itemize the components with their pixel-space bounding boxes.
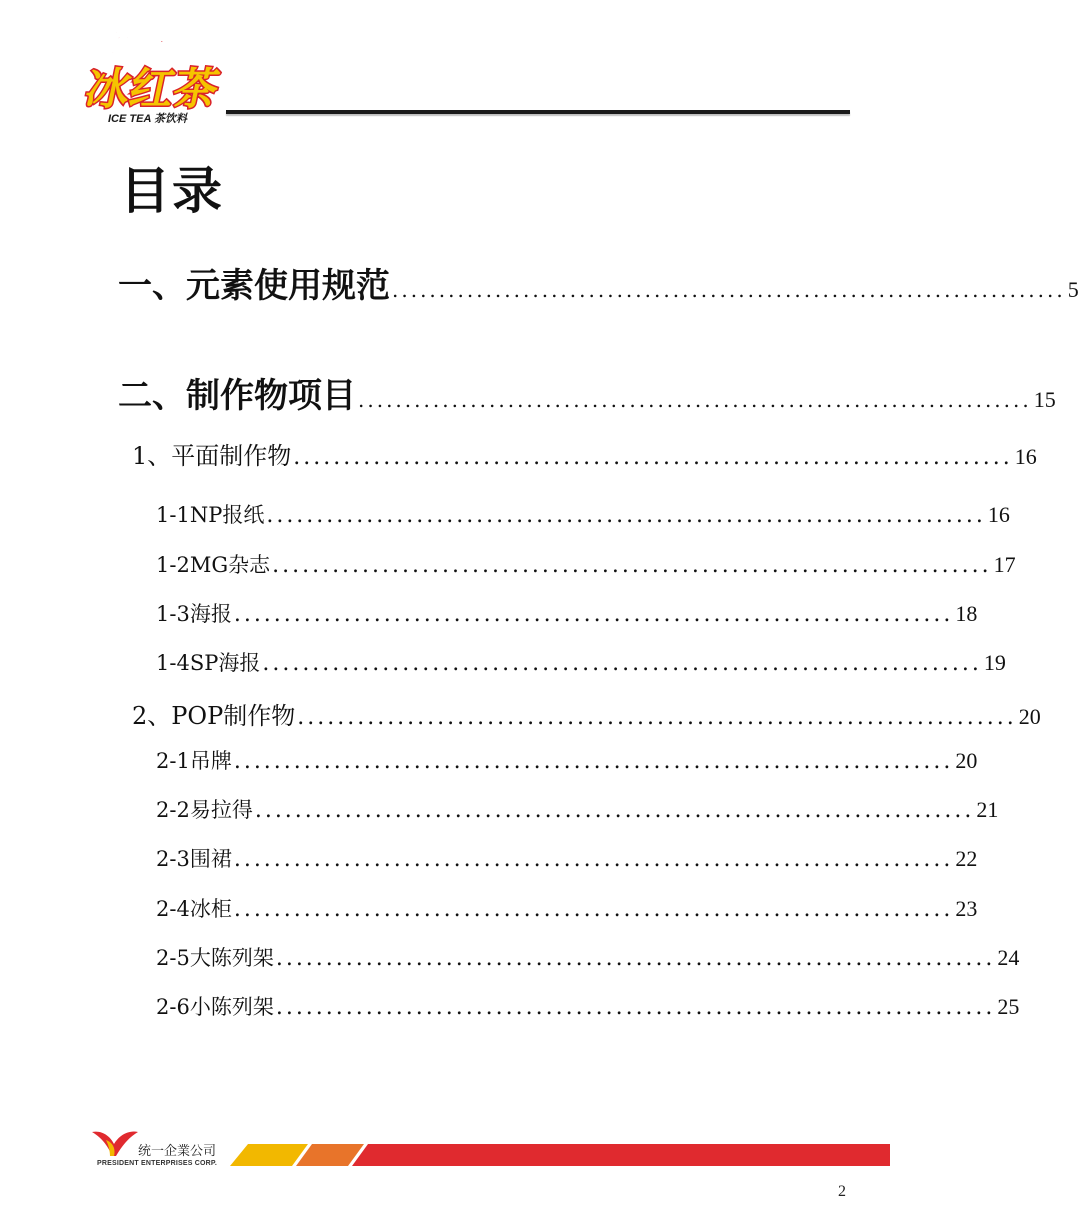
toc-entry[interactable]: [156, 942, 1020, 972]
footer-stripe-yellow: [230, 1144, 308, 1166]
toc-leader-dots: ........................................................................: [266, 503, 986, 528]
toc-entry[interactable]: [132, 436, 1037, 471]
toc-entry-page: 16: [987, 502, 1010, 527]
toc-entry-page: 20: [955, 748, 978, 773]
toc-entry-page: 25: [997, 994, 1020, 1019]
toc-leader-dots: ........................................................................: [392, 278, 1066, 302]
toc-entry[interactable]: [156, 598, 978, 628]
page-title: 目录: [120, 162, 224, 220]
toc-leader-dots: ........................................................................: [233, 847, 954, 872]
toc-leader-dots: ........................................................................: [275, 946, 996, 971]
toc-entry[interactable]: [156, 893, 978, 923]
toc-entry-label: 2-1吊牌: [156, 749, 232, 773]
header-rule: [226, 110, 850, 114]
toc-entry[interactable]: [118, 368, 1056, 417]
toc-entry[interactable]: [132, 696, 1041, 731]
toc-entry[interactable]: [156, 549, 1016, 579]
toc-leader-dots: ........................................................................: [262, 651, 982, 676]
toc-leader-dots: ........................................................................: [233, 749, 954, 774]
footer-company-cn: 统一企業公司: [138, 1144, 217, 1159]
logo-brand-text: 统一: [110, 28, 167, 61]
ice-tea-logo: [78, 24, 228, 130]
logo-tagline-text: ICE TEA 茶饮料: [108, 113, 188, 125]
toc-leader-dots: ........................................................................: [293, 445, 1013, 470]
toc-entry[interactable]: [156, 843, 978, 873]
footer-color-stripes: [230, 1144, 890, 1166]
toc-entry-label: 1-1NP报纸: [156, 503, 265, 527]
toc-entry-page: 21: [976, 797, 999, 822]
toc-leader-dots: ........................................................................: [272, 553, 992, 578]
toc-entry-page: 19: [983, 650, 1006, 675]
toc-entry-label: 2、POP制作物: [132, 702, 296, 730]
toc-entry[interactable]: [156, 499, 1010, 529]
toc-entry-page: 22: [955, 846, 978, 871]
toc-entry[interactable]: [156, 794, 999, 824]
toc-entry-page: 18: [955, 601, 978, 626]
logo-product-text: 冰红茶: [80, 64, 224, 115]
toc-entry-label: 2-5大陈列架: [156, 946, 274, 970]
toc-entry-page: 17: [993, 552, 1016, 577]
toc-entry-label: 2-6小陈列架: [156, 995, 274, 1019]
toc-leader-dots: ........................................................................: [275, 995, 996, 1020]
toc-leader-dots: ........................................................................: [254, 798, 975, 823]
toc-entry-label: 1-4SP海报: [156, 651, 261, 675]
toc-entry-label: 2-3围裙: [156, 847, 232, 871]
toc-leader-dots: ........................................................................: [358, 388, 1032, 412]
toc-entry[interactable]: [156, 745, 978, 775]
toc-leader-dots: ........................................................................: [233, 602, 954, 627]
toc-entry-label: 二、制作物项目: [118, 376, 356, 416]
toc-entry-label: 2-2易拉得: [156, 798, 253, 822]
footer-stripe-red: [352, 1144, 890, 1166]
toc-entry-page: 15: [1033, 387, 1056, 412]
toc-entry-label: 2-4冰柜: [156, 897, 232, 921]
toc-leader-dots: ........................................................................: [233, 897, 954, 922]
toc-entry[interactable]: [118, 258, 1079, 307]
toc-entry[interactable]: [156, 991, 1020, 1021]
toc-entry-page: 20: [1018, 704, 1041, 729]
toc-entry-label: 1-2MG杂志: [156, 553, 271, 577]
toc-entry-label: 一、元素使用规范: [118, 266, 390, 306]
footer-stripe-orange: [296, 1144, 364, 1166]
toc-entry-page: 23: [955, 896, 978, 921]
toc-entry-page: 24: [997, 945, 1020, 970]
toc-leader-dots: ........................................................................: [297, 705, 1017, 730]
toc-entry-page: 5: [1067, 277, 1079, 302]
toc-entry-label: 1、平面制作物: [132, 442, 292, 470]
footer-company-en: PRESIDENT ENTERPRISES CORP.: [97, 1160, 218, 1167]
page-number: 2: [838, 1183, 846, 1200]
toc-entry-page: 16: [1014, 444, 1037, 469]
toc-entry-label: 1-3海报: [156, 602, 232, 626]
toc-entry[interactable]: [156, 647, 1006, 677]
